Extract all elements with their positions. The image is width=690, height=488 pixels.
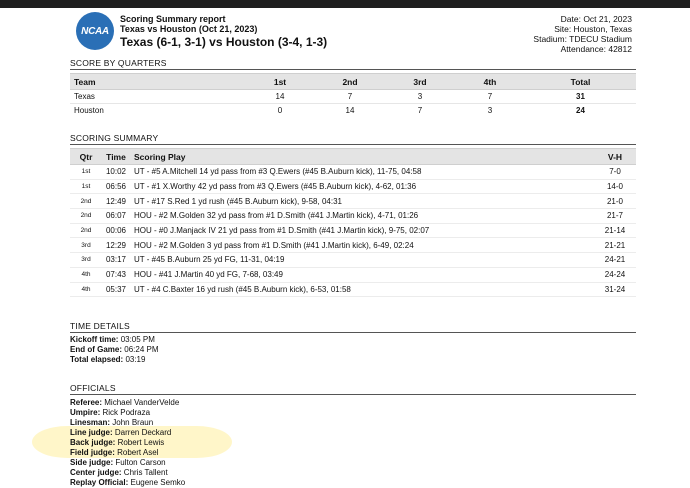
score-vh: 24-21 — [594, 253, 636, 268]
col-3rd: 3rd — [385, 74, 455, 90]
ncaa-logo-icon — [76, 12, 114, 50]
list-item — [70, 478, 636, 488]
list-item — [70, 468, 636, 478]
q2-score: 14 — [345, 106, 355, 115]
scoring-play: UT - #17 S.Red 1 yd rush (#45 B.Auburn kick), 9-58, 04:31 — [130, 194, 594, 209]
table-row — [70, 209, 636, 224]
table-row — [70, 90, 636, 104]
q1-score: 0 — [277, 106, 283, 115]
scoring-play: HOU - #0 J.Manjack IV 21 yd pass from #1 D.Smith (#41 J.Martin kick), 9-75, 02:07 — [130, 223, 594, 238]
game-site: Site: Houston, Texas — [554, 24, 632, 34]
game-date: Date: Oct 21, 2023 — [560, 14, 632, 24]
end-line — [70, 345, 636, 355]
qtr: 3rd — [70, 253, 102, 268]
report-document — [70, 8, 636, 488]
col-1st: 1st — [245, 74, 315, 90]
kickoff-label: Kickoff time: — [70, 335, 119, 345]
table-row — [70, 253, 636, 268]
score-vh: 21-14 — [594, 223, 636, 238]
col-total: Total — [525, 74, 636, 90]
officials-list — [70, 398, 636, 488]
qtr: 2nd — [70, 194, 102, 209]
official-role: Line judge: — [70, 428, 113, 438]
score-vh: 24-24 — [594, 267, 636, 282]
col-team: Team — [70, 74, 245, 90]
official-name: Fulton Carson — [115, 458, 166, 468]
q3-score: 7 — [417, 106, 423, 115]
official-role: Linesman: — [70, 418, 111, 428]
col-time: Time — [102, 149, 130, 165]
scoring-summary-table — [70, 148, 636, 297]
qtr: 1st — [70, 165, 102, 180]
table-row — [70, 104, 636, 118]
qtr: 2nd — [70, 223, 102, 238]
elapsed-line — [70, 355, 636, 365]
scoring-play: UT - #1 X.Worthy 42 yd pass from #3 Q.Ewers (#45 B.Auburn kick), 4-62, 01:36 — [130, 179, 594, 194]
time: 06:56 — [102, 179, 130, 194]
table-row — [70, 267, 636, 282]
section-title-quarters: SCORE BY QUARTERS — [70, 58, 636, 70]
game-attendance: Attendance: 42812 — [560, 44, 632, 54]
q3-score: 3 — [385, 90, 455, 104]
official-role: Replay Official: — [70, 478, 129, 488]
list-item — [70, 448, 636, 458]
list-item — [70, 408, 636, 418]
qtr: 1st — [70, 179, 102, 194]
official-name: Darren Deckard — [114, 428, 172, 438]
time-details — [70, 335, 636, 365]
section-title-time: TIME DETAILS — [70, 321, 636, 333]
score-by-quarters-table — [70, 73, 636, 117]
list-item — [70, 428, 636, 438]
time: 03:17 — [102, 253, 130, 268]
official-name: John Braun — [112, 418, 154, 428]
time: 10:02 — [102, 165, 130, 180]
game-stadium: Stadium: TDECU Stadium — [533, 34, 632, 44]
qtr: 4th — [70, 282, 102, 297]
end-value: 06:24 PM — [124, 345, 159, 355]
official-role: Umpire: — [70, 408, 101, 418]
score-vh: 21-0 — [594, 194, 636, 209]
scoring-play: HOU - #2 M.Golden 32 yd pass from #1 D.Smith (#41 J.Martin kick), 4-71, 01:26 — [130, 209, 594, 224]
official-role: Back judge: — [70, 438, 116, 448]
time: 12:49 — [102, 194, 130, 209]
team-name: Houston — [74, 106, 104, 115]
scoring-header-row — [70, 149, 636, 165]
qtr: 3rd — [70, 238, 102, 253]
official-name: Robert Lewis — [117, 438, 165, 448]
end-label: End of Game: — [70, 345, 123, 355]
table-row — [70, 238, 636, 253]
table-row — [70, 165, 636, 180]
official-role: Center judge: — [70, 468, 122, 478]
ncaa-logo-text: NCAA — [81, 25, 109, 37]
team-name: Texas — [70, 90, 245, 104]
section-title-officials: OFFICIALS — [70, 383, 636, 395]
scoring-play: UT - #4 C.Baxter 16 yd rush (#45 B.Auburn kick), 6-53, 01:58 — [130, 282, 594, 297]
col-4th: 4th — [455, 74, 525, 90]
time: 07:43 — [102, 267, 130, 282]
official-role: Side judge: — [70, 458, 114, 468]
q4-score: 3 — [487, 106, 493, 115]
header-right — [533, 14, 632, 54]
matchup-title: Texas (6-1, 3-1) vs Houston (3-4, 1-3) — [120, 35, 328, 49]
table-row — [70, 282, 636, 297]
top-dark-bar — [0, 0, 690, 8]
score-vh: 21-7 — [594, 209, 636, 224]
qtr: 2nd — [70, 209, 102, 224]
time: 06:07 — [102, 209, 130, 224]
official-name: Chris Tallent — [123, 468, 168, 478]
official-role: Field judge: — [70, 448, 115, 458]
col-2nd: 2nd — [315, 74, 385, 90]
game-line: Texas vs Houston (Oct 21, 2023) — [120, 24, 258, 34]
score-vh: 21-21 — [594, 238, 636, 253]
official-name: Rick Podraza — [102, 408, 151, 418]
col-qtr: Qtr — [70, 149, 102, 165]
list-item — [70, 418, 636, 428]
score-vh: 31-24 — [594, 282, 636, 297]
report-header — [70, 8, 636, 58]
elapsed-value: 03:19 — [125, 355, 146, 365]
q4-score: 7 — [455, 90, 525, 104]
report-title: Scoring Summary report — [120, 14, 226, 24]
q2-score: 7 — [315, 90, 385, 104]
score-vh: 14-0 — [594, 179, 636, 194]
list-item — [70, 458, 636, 468]
scoring-play: UT - #45 B.Auburn 25 yd FG, 11-31, 04:19 — [130, 253, 594, 268]
elapsed-label: Total elapsed: — [70, 355, 124, 365]
table-row — [70, 194, 636, 209]
kickoff-line — [70, 335, 636, 345]
header-left — [120, 14, 327, 49]
col-vh: V-H — [594, 149, 636, 165]
official-role: Referee: — [70, 398, 103, 408]
list-item — [70, 398, 636, 408]
scoring-play: HOU - #2 M.Golden 3 yd pass from #1 D.Smith (#41 J.Martin kick), 6-49, 02:24 — [130, 238, 594, 253]
time: 12:29 — [102, 238, 130, 253]
list-item — [70, 438, 636, 448]
qtr: 4th — [70, 267, 102, 282]
official-name: Robert Asel — [117, 448, 159, 458]
q1-score: 14 — [245, 90, 315, 104]
table-row — [70, 179, 636, 194]
total-score: 31 — [525, 90, 636, 104]
scoring-play: UT - #5 A.Mitchell 14 yd pass from #3 Q.Ewers (#45 B.Auburn kick), 11-75, 04:58 — [130, 165, 594, 180]
col-scoring-play: Scoring Play — [130, 149, 594, 165]
total-score: 24 — [576, 106, 585, 115]
time: 00:06 — [102, 223, 130, 238]
official-name: Michael VanderVelde — [104, 398, 180, 408]
time: 05:37 — [102, 282, 130, 297]
scoring-play: HOU - #41 J.Martin 40 yd FG, 7-68, 03:49 — [130, 267, 594, 282]
section-title-scoring: SCORING SUMMARY — [70, 133, 636, 145]
kickoff-value: 03:05 PM — [120, 335, 155, 345]
quarters-header-row — [70, 74, 636, 90]
score-vh: 7-0 — [594, 165, 636, 180]
official-name: Eugene Semko — [130, 478, 186, 488]
table-row — [70, 223, 636, 238]
